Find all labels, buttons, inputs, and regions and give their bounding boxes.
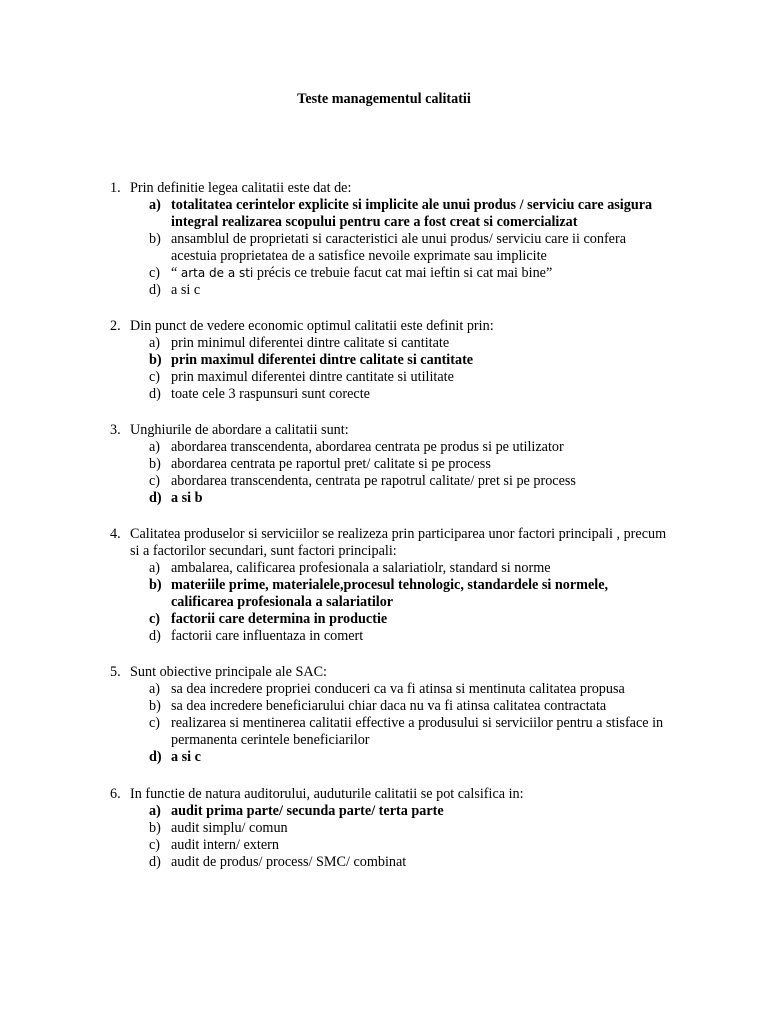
answer-letter: c): [149, 369, 161, 385]
answer-text: materiile prime, materialele,procesul tehnologic, standardele si normele, calificarea profesionala a salariatilor: [171, 577, 609, 610]
answer-text: a si b: [171, 490, 203, 506]
answer-letter: c): [149, 473, 161, 489]
answer-option: [149, 749, 670, 766]
answer-option: [149, 560, 670, 577]
answer-text-rest: précis ce trebuie facut cat mai ieftin si cat mai bine”: [253, 265, 553, 281]
answer-text: sa dea incredere propriei conduceri ca va fi atinsa si mentinuta calitatea propusa: [171, 681, 625, 697]
answer-text: factorii care determina in productie: [171, 611, 388, 627]
answer-list: [149, 335, 670, 403]
answer-list: [149, 681, 670, 766]
question-1: [110, 180, 670, 299]
answer-letter: a): [149, 681, 161, 697]
answer-text: ansamblul de proprietati si caracteristici ale unui produs/ serviciu care ii confera acestuia proprietatea de a satisfice nevoile exprimate sau implicite: [171, 231, 626, 264]
answer-text: factorii care influentaza in comert: [171, 628, 364, 644]
answer-letter: c): [149, 265, 161, 281]
question-4: [110, 526, 670, 645]
question-number: 1.: [110, 180, 121, 196]
answer-letter: c): [149, 715, 161, 731]
question-text: In functie de natura auditorului, auduturile calitatii se pot calsifica in:: [130, 786, 524, 802]
answer-option: [149, 490, 670, 507]
answer-letter: d): [149, 386, 161, 402]
question-2: [110, 318, 670, 403]
answer-letter: d): [149, 282, 161, 298]
answer-option: [149, 352, 670, 369]
answer-option: [149, 577, 670, 611]
question-number: 2.: [110, 318, 121, 334]
answer-option: [149, 803, 670, 820]
answer-letter: a): [149, 197, 161, 213]
answer-list: [149, 803, 670, 871]
answer-option: [149, 439, 670, 456]
answer-letter: b): [149, 698, 161, 714]
answer-option: [149, 820, 670, 837]
answer-option: [149, 265, 670, 282]
answer-text-sans-fragment: arta de a sti: [180, 266, 254, 280]
question-3: [110, 422, 670, 507]
answer-option: [149, 197, 670, 231]
answer-option: [149, 335, 670, 352]
question-text: Unghiurile de abordare a calitatii sunt:: [130, 422, 349, 438]
answer-letter: b): [149, 577, 162, 593]
answer-letter: b): [149, 456, 161, 472]
question-number: 6.: [110, 786, 121, 802]
answer-letter: d): [149, 628, 161, 644]
answer-list: [149, 439, 670, 507]
answer-text: abordarea transcendenta, centrata pe rapotrul calitate/ pret si pe process: [171, 473, 576, 489]
question-text: Calitatea produselor si serviciilor se realizeza prin participarea unor factori principali , precum si a factorilor secundari, sunt factori principali:: [130, 526, 667, 559]
answer-text: abordarea transcendenta, abordarea centrata pe produs si pe utilizator: [171, 439, 564, 455]
question-5: [110, 664, 670, 766]
question-text: Din punct de vedere economic optimul calitatii este definit prin:: [130, 318, 494, 334]
answer-text: prin maximul diferentei dintre calitate si cantitate: [171, 352, 474, 368]
answer-list: [149, 560, 670, 645]
answer-letter: a): [149, 803, 161, 819]
answer-text: [171, 265, 670, 282]
page-title: Teste managementul calitatii: [297, 91, 471, 107]
answer-text-open-quote: “: [171, 265, 181, 281]
answer-text: prin minimul diferentei dintre calitate si cantitate: [171, 335, 450, 351]
answer-option: [149, 473, 670, 490]
answer-letter: b): [149, 352, 162, 368]
answer-option: [149, 628, 670, 645]
answer-text: toate cele 3 raspunsuri sunt corecte: [171, 386, 370, 402]
question-text: Sunt obiective principale ale SAC:: [130, 664, 328, 680]
question-number: 5.: [110, 664, 121, 680]
answer-list: [149, 197, 670, 299]
question-text: Prin definitie legea calitatii este dat de:: [130, 180, 352, 196]
answer-option: [149, 698, 670, 715]
answer-letter: d): [149, 749, 162, 765]
answer-text: realizarea si mentinerea calitatii effective a produsului si serviciilor pentru a stisface in permanenta cerintele beneficiarilor: [171, 715, 664, 748]
answer-text: audit prima parte/ secunda parte/ terta parte: [171, 803, 444, 819]
answer-option: [149, 386, 670, 403]
answer-letter: b): [149, 231, 161, 247]
answer-option: [149, 837, 670, 854]
answer-text: abordarea centrata pe raportul pret/ calitate si pe process: [171, 456, 491, 472]
answer-option: [149, 681, 670, 698]
answer-text: totalitatea cerintelor explicite si implicite ale unui produs / serviciu care asigura integral realizarea scopului pentru care a fost creat si comercializat: [171, 197, 653, 230]
answer-letter: a): [149, 439, 161, 455]
answer-option: [149, 456, 670, 473]
question-6: [110, 786, 670, 871]
answer-option: [149, 715, 670, 749]
answer-text: a si c: [171, 282, 201, 298]
answer-option: [149, 854, 670, 871]
answer-letter: c): [149, 611, 161, 627]
answer-text: sa dea incredere beneficiarului chiar daca nu va fi atinsa calitatea contractata: [171, 698, 607, 714]
answer-text: audit intern/ extern: [171, 837, 279, 853]
answer-letter: d): [149, 854, 161, 870]
answer-option: [149, 282, 670, 299]
answer-text: audit simplu/ comun: [171, 820, 288, 836]
answer-text: audit de produs/ process/ SMC/ combinat: [171, 854, 407, 870]
question-number: 4.: [110, 526, 121, 542]
answer-text: a si c: [171, 749, 201, 765]
answer-option: [149, 369, 670, 386]
answer-letter: a): [149, 335, 161, 351]
answer-option: [149, 231, 670, 265]
answer-letter: b): [149, 820, 161, 836]
answer-option: [149, 611, 670, 628]
answer-letter: c): [149, 837, 161, 853]
answer-letter: a): [149, 560, 161, 576]
question-number: 3.: [110, 422, 121, 438]
answer-letter: d): [149, 490, 162, 506]
answer-text: prin maximul diferentei dintre cantitate si utilitate: [171, 369, 454, 385]
answer-text: ambalarea, calificarea profesionala a salariatiolr, standard si norme: [171, 560, 551, 576]
